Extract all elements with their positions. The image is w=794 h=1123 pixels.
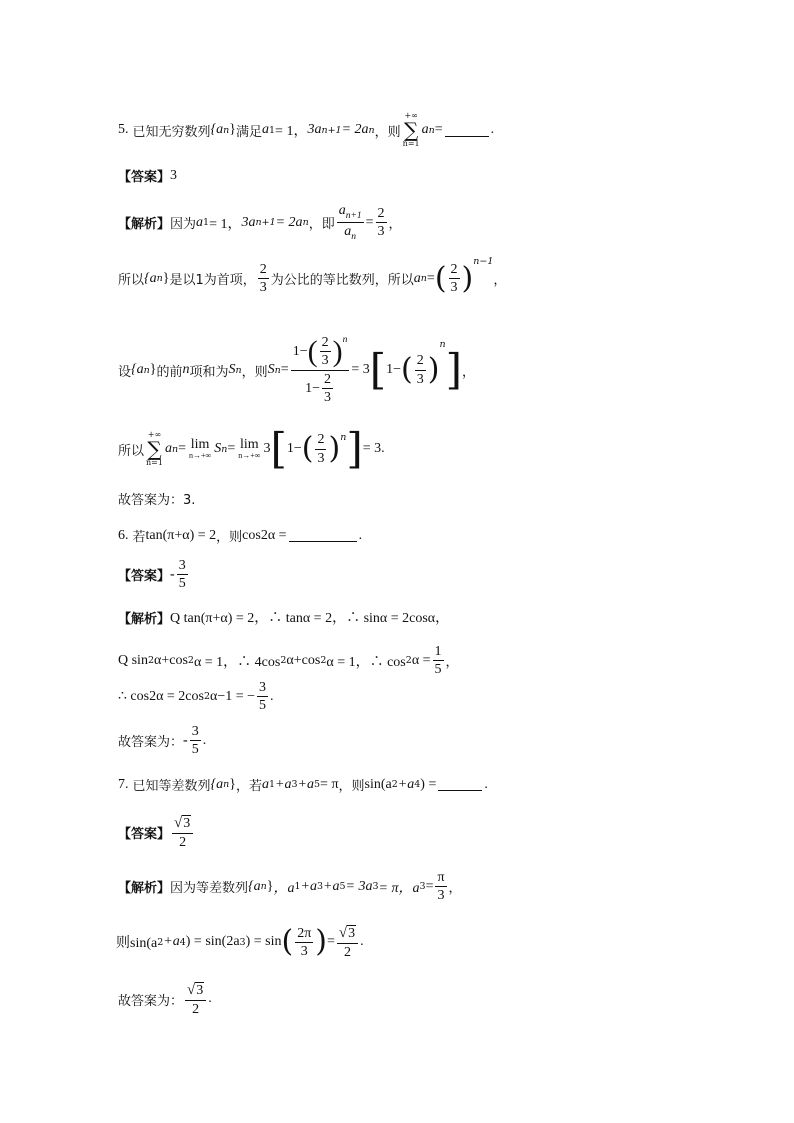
lim-text: lim [240,436,259,452]
math-exponent: n−1 [473,256,494,267]
solution-7-line-2 [118,925,364,960]
math-a1: a [196,214,204,230]
solution-label: 【解析】 [118,611,171,627]
math-sub: n [428,124,435,136]
math-sub: 3 [291,779,298,790]
answer-label: 【答案】 [118,826,171,842]
frac-den: 5 [191,742,199,758]
frac-den: a [344,224,352,240]
sum-upper-limit: +∞ [147,430,162,439]
solution-text: ， [462,364,476,380]
math-rec-right: = 2a [341,122,369,137]
right-paren: ) [328,431,341,466]
radicand: 3 [183,816,191,832]
frac-part: 1− [305,380,320,396]
math-exponent: 2 [280,655,287,667]
radicand: 3 [196,983,204,999]
math-term: a [164,441,172,456]
math-sub: n [260,881,267,893]
frac-den: 2 [179,834,187,850]
math-seq-close: } [162,270,170,286]
frac-num: 2 [315,432,326,449]
question-7 [118,775,488,794]
solution-text: ，则 [241,364,268,380]
math-term: +a [275,776,292,792]
answer-fraction [177,558,188,592]
math-eq: = 3. [362,441,385,456]
solution-6-line-1 [118,607,449,627]
solution-math: +a [300,878,317,894]
math-exponent: 2 [203,691,211,703]
math-end: . [270,688,274,704]
solution-math: ) = sin(2a [185,934,240,950]
frac-num: 2π [295,926,313,943]
ratio-fraction [337,203,364,243]
math-end: . [490,122,495,137]
math-sub: n+1 [255,217,276,229]
solution-text: 所以 [118,273,145,289]
math-eq: = 3 [351,362,370,378]
value-fraction [257,680,268,714]
math-seq-close: } [149,362,157,378]
frac-den: 5 [434,662,442,678]
answer-label: 【答案】 [118,569,171,585]
question-stem: 若 [132,530,146,545]
solution-text: 所以 [118,443,145,459]
math-eq: ) = [420,776,437,792]
frac-num: 2 [415,353,426,370]
math-sub: n [235,364,242,376]
solution-5-line-3 [118,335,475,406]
sqrt-icon: √ [174,815,183,831]
math-sub: 4 [414,779,421,790]
math-exponent: 2 [187,655,194,667]
solution-math: Q sin [118,652,148,668]
solution-math: ) = sin [245,934,282,950]
frac-num: 2 [449,262,460,279]
frac-den: 3 [437,888,445,904]
right-paren: ) [315,924,328,960]
conclusion-fraction [190,724,201,758]
math-exponent: 2 [405,655,412,667]
math-coef: 3 [263,441,271,456]
math-sub: 3 [239,936,246,948]
math-term: a [421,122,429,137]
sqrt-icon: √ [338,925,348,941]
math-eq: = [365,214,374,230]
math-value: = 1， [209,216,242,232]
math-eq: = [280,362,289,378]
math-term: +a [297,776,314,792]
math-sub: n [143,364,150,376]
math-sub: n [302,217,309,229]
frac-num: 2 [258,262,269,279]
base-fraction [449,262,460,296]
solution-text: 是以1为首项， [169,273,256,289]
math-exponent: n [439,339,446,350]
math-sub: 4 [179,936,186,948]
math-sub: 1 [203,217,210,229]
math-end: . [358,527,363,543]
math-sub: 5 [314,779,321,790]
frac-den: 2 [192,1001,200,1017]
math-seq-close: } [229,776,236,792]
solution-text: ， [445,655,459,671]
math-sub: n+1 [345,211,362,221]
value-fraction [337,925,358,960]
value-fraction [433,644,444,678]
frac-num: a [338,203,346,218]
solution-text: 为公比的等比数列，所以 [270,273,414,289]
math-sub: n [221,443,228,455]
answer-6 [118,558,190,592]
answer-label: 【答案】 [118,170,171,185]
frac-num: 3 [177,558,188,575]
solution-math: α = 1，∴ 4cos [193,654,281,670]
limit-operator [189,437,211,461]
solution-6-line-2 [118,644,459,678]
ratio-value-fraction [376,206,387,240]
right-bracket: ] [445,345,462,395]
right-paren: ) [332,334,343,368]
question-stem: 已知无穷数列 [132,124,211,140]
answer-sign: - [170,566,175,582]
frac-den: 3 [377,224,385,240]
math-sub: n [351,232,357,243]
question-text: ，则 [338,779,365,794]
question-number: 7. [118,776,129,792]
math-sub: n [420,273,427,285]
math-sub: 3 [419,881,426,893]
right-paren: ) [427,352,440,388]
frac-den: 3 [416,371,424,387]
math-sub: n [223,124,230,136]
sum-lower-limit: n=1 [146,458,163,467]
math-exponent: n [340,432,347,443]
solution-6-conclusion [118,724,206,758]
sum-operator [403,112,420,148]
conclusion-text: 故答案为： [118,735,184,751]
math-sub: n [274,364,281,376]
angle-fraction [295,926,313,960]
answer-5 [118,166,177,185]
lim-text: lim [190,436,210,452]
lim-sub: n→+∞ [238,451,261,461]
lim-sub: n→+∞ [189,451,212,461]
left-paren: ( [307,334,318,368]
question-text: 满足 [235,124,262,140]
math-seq-close: } [229,122,236,137]
frac-num: 3 [257,680,268,697]
solution-7-line-1 [118,870,462,904]
math-seq: {a [210,122,224,137]
solution-7-conclusion [118,982,212,1017]
math-sub: 1 [269,779,276,790]
math-eq: = [327,934,335,950]
math-exponent: 2 [147,655,154,667]
solution-math: α+cos [154,652,188,668]
math-s: S [228,362,236,378]
math-eq: = [426,270,435,286]
math-end: . [208,991,212,1007]
left-bracket: [ [270,424,287,473]
math-end: . [484,776,488,792]
conclusion-fraction [185,982,206,1017]
solution-text: ， [493,273,507,289]
solution-5-line-4 [118,424,385,473]
answer-blank [438,778,482,791]
math-sub: n [171,443,179,455]
math-term: a [262,776,269,792]
frac-den: 3 [321,353,329,369]
solution-math: ，a [273,880,295,896]
solution-math: Q tan(π+α) = 2，∴ tanα = 2，∴ sinα = 2cosα， [170,611,450,626]
question-stem: 已知等差数列 [132,779,211,794]
question-6 [118,526,362,545]
conclusion-text: 故答案为：3. [118,493,196,508]
question-text: ，若 [235,779,262,794]
frac-part: 1− [286,441,302,456]
math-sub: 5 [339,881,346,893]
frac-den: 3 [259,280,267,296]
math-s: S [214,441,222,456]
solution-math: = π，a [378,880,420,896]
sigma-symbol: ∑ [147,437,162,461]
frac-num: 2 [320,335,331,352]
question-text: ，则 [374,124,401,140]
solution-text: 的前 [156,364,183,380]
solution-text: 因为 [170,217,197,233]
frac-part: 1− [386,362,402,378]
solution-math: α = [411,652,431,668]
solution-5-line-1 [118,203,402,243]
math-sub: 2 [391,779,398,790]
math-sub: 1 [269,124,276,136]
math-expr: cos2α = [242,527,287,543]
radicand: 3 [348,926,356,942]
solution-text: ， [448,881,462,897]
math-eq: = [227,441,236,456]
left-bracket: [ [369,345,387,395]
math-value: = 1， [275,124,308,139]
solution-5-line-2 [118,256,507,296]
math-sub: n [223,779,230,790]
math-eq: = [178,441,186,456]
math-end: . [360,934,364,950]
solution-math: ∴ cos2α = 2cos [118,689,204,705]
solution-text: 因为等差数列 [170,881,249,897]
frac-num: 2 [376,206,387,223]
solution-math: α = 1，∴ cos [326,654,406,670]
frac-den: 3 [300,943,308,959]
right-paren: ) [461,260,474,296]
math-seq: {a [210,776,224,792]
frac-den: 2 [344,944,352,960]
frac-part: 1− [292,344,308,360]
solution-text: ，即 [308,217,335,233]
conclusion-text: 故答案为： [118,993,184,1009]
math-rec-left: 3a [241,214,256,230]
math-seq: {a [144,270,157,286]
math-sub: 3 [372,881,379,893]
answer-sign: - [183,732,188,748]
solution-5-conclusion [118,489,195,508]
math-sin: sin(a [364,776,392,792]
sum-operator [146,431,163,467]
math-n: n [182,362,190,378]
frac-num: 2 [322,372,333,389]
sigma-symbol: ∑ [404,118,419,142]
left-paren: ( [434,260,447,296]
sum-formula-fraction [291,335,350,406]
question-text: ，则 [216,530,243,545]
solution-math: = 3a [345,878,373,894]
ratio-fraction [258,262,269,296]
math-eq: = [425,878,434,894]
solution-math: α−1 = − [210,688,256,704]
left-paren: ( [401,352,413,388]
math-sub: n+1 [321,124,342,136]
math-an: a [413,270,421,286]
frac-den: 5 [259,698,267,714]
sqrt-icon: √ [187,982,196,998]
solution-6-line-3 [118,680,274,714]
math-rec-right: = 2a [275,214,303,230]
solution-label: 【解析】 [118,217,171,233]
math-seq-close: } [266,878,274,894]
math-exponent: n [342,335,348,345]
sum-upper-limit: +∞ [404,111,418,120]
left-paren: ( [301,431,314,466]
sum-lower-limit: n=1 [402,139,420,148]
solution-text: 项和为 [189,364,229,380]
solution-text: ， [388,217,402,233]
solution-label: 【解析】 [118,881,171,897]
answer-blank [289,529,357,542]
limit-operator [238,437,260,461]
math-expr: tan(π+α) = 2 [145,527,217,543]
solution-math: +a [163,934,180,950]
frac-num: π [435,870,446,887]
frac-num: 3 [190,724,201,741]
math-rec-left: 3a [307,122,322,137]
math-end: . [202,732,207,748]
answer-7 [118,815,195,850]
math-seq: {a [131,362,144,378]
solution-math: 则sin(a [116,936,158,952]
solution-math: +a [323,878,340,894]
solution-text: 设 [118,364,132,380]
question-number: 6. [118,527,129,543]
math-exponent: 2 [320,655,327,667]
frac-den: 5 [178,576,186,592]
answer-blank [445,124,489,137]
math-a1: a [262,122,269,137]
answer-fraction [172,815,193,850]
math-sn: S [267,362,275,378]
solution-math: α+cos [286,652,321,668]
question-number: 5. [118,122,129,137]
math-eq: = [434,122,443,137]
math-sub: 2 [157,936,164,948]
value-fraction [435,870,446,904]
math-sub: 3 [317,881,324,893]
math-term: +a [397,776,415,792]
frac-den: 3 [323,390,331,406]
left-paren: ( [281,924,294,960]
math-eq: = π [320,776,339,792]
math-sub: n [368,124,375,136]
frac-den: 3 [317,450,325,466]
math-seq: {a [248,878,261,894]
right-bracket: ] [346,424,363,473]
math-sub: n [156,273,163,285]
math-sub: 1 [294,881,301,893]
question-5 [118,112,494,148]
frac-num: 1 [433,644,444,661]
answer-value: 3 [170,167,178,183]
frac-den: 3 [450,280,458,296]
